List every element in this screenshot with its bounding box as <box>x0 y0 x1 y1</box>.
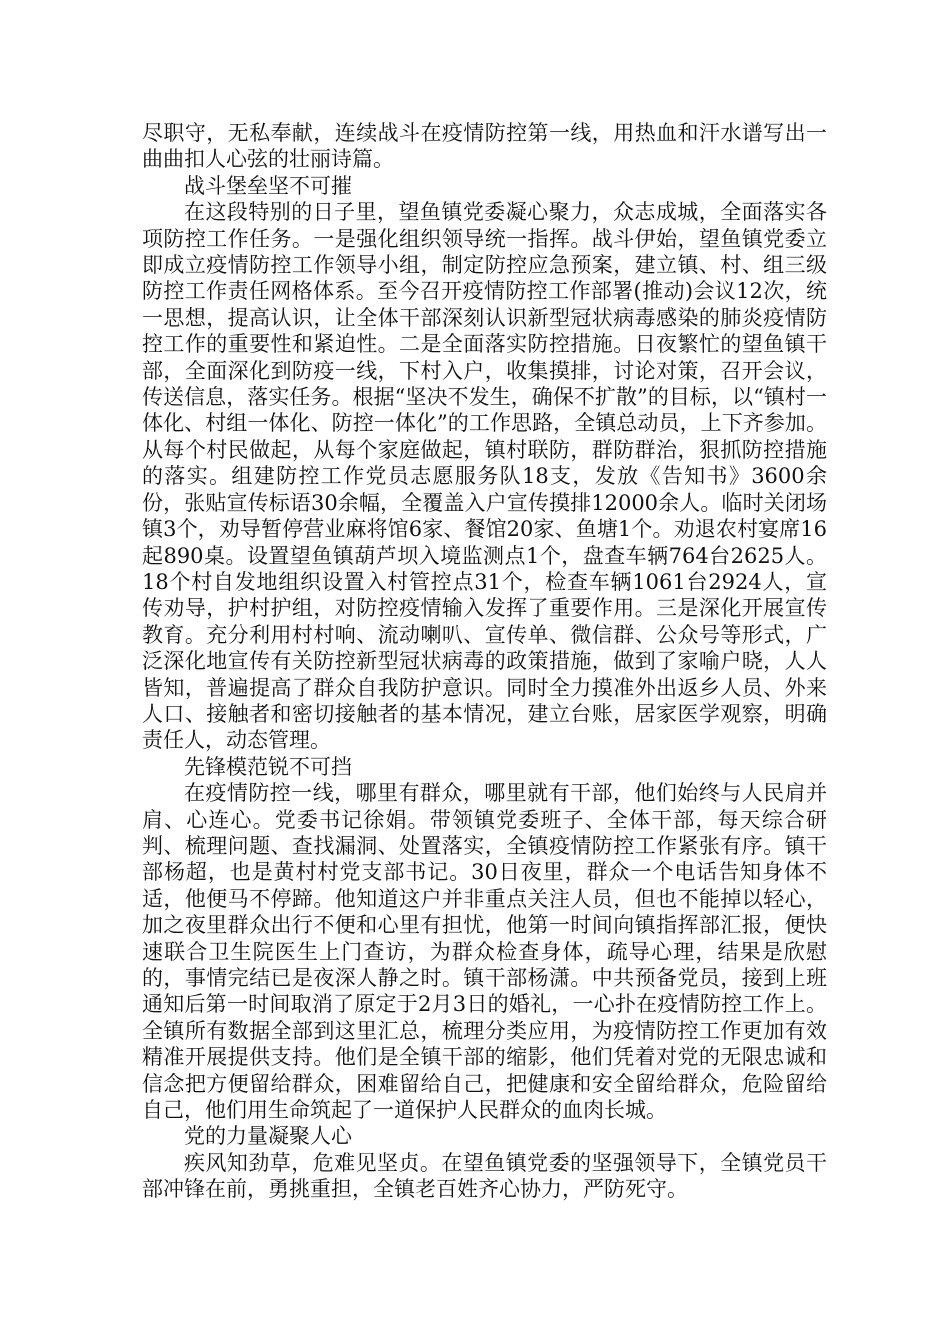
paragraph-party-strength: 疾风知劲草，危难见坚贞。在望鱼镇党委的坚强领导下，全镇党员干部冲锋在前，勇挑重担，全镇老百姓齐心协力，严防死守。 <box>142 1150 827 1202</box>
section-heading-party-strength: 党的力量凝聚人心 <box>184 1124 352 1149</box>
paragraph-vanguard: 在疫情防控一线，哪里有群众，哪里就有干部，他们始终与人民肩并肩、心连心。党委书记徐娟。带领镇党委班子、全体干部，每天综合研判、梳理问题、查找漏洞、处置落实，全镇疫情防控工作紧张有序。镇干部杨超，也是黄村村党支部书记。30日夜里，群众一个电话告知身体不适，他便马不停蹄。他知道这户并非重点关注人员，但也不能掉以轻心，加之夜里群众出行不便和心里有担忧，他第一时间向镇指挥部汇报，便快速联合卫生院医生上门查访，为群众检查身体，疏导心理，结果是欣慰的，事情完结已是夜深人静之时。镇干部杨潇。中共预备党员，接到上班通知后第一时间取消了原定于2月3日的婚礼，一心扑在疫情防控工作上。全镇所有数据全部到这里汇总，梳理分类应用，为疫情防控工作更加有效精准开展提供支持。他们是全镇干部的缩影，他们凭着对党的无限忠诚和信念把方便留给群众，困难留给自己，把健康和安全留给群众，危险留给自己，他们用生命筑起了一道保护人民群众的血肉长城。 <box>142 781 827 1123</box>
paragraph-fortress: 在这段特别的日子里，望鱼镇党委凝心聚力，众志成城，全面落实各项防控工作任务。一是强化组织领导统一指挥。战斗伊始，望鱼镇党委立即成立疫情防控工作领导小组，制定防控应急预案，建立镇、村、组三级防控工作责任网格体系。至今召开疫情防控工作部署(推动)会议12次，统一思想，提高认识，让全体干部深刻认识新型冠状病毒感染的肺炎疫情防控工作的重要性和紧迫性。二是全面落实防控措施。日夜繁忙的望鱼镇干部，全面深化到防疫一线，下村入户，收集摸排，讨论对策，召开会议，传送信息，落实任务。根据“坚决不发生，确保不扩散”的目标，以“镇村一体化、村组一体化、防控一体化”的工作思路，全镇总动员，上下齐参加。从每个村民做起，从每个家庭做起，镇村联防，群防群治，狠抓防控措施的落实。组建防控工作党员志愿服务队18支，发放《告知书》3600余份，张贴宣传标语30余幅，全覆盖入户宣传摸排12000余人。临时关闭场镇3个，劝导暂停营业麻将馆6家、餐馆20家、鱼塘1个。劝退农村宴席16起890桌。设置望鱼镇葫芦坝入境监测点1个，盘查车辆764台2625人。18个村自发地组织设置入村管控点31个，检查车辆1061台2924人，宣传劝导，护村护组，对防控疫情输入发挥了重要作用。三是深化开展宣传教育。充分利用村村响、流动喇叭、宣传单、微信群、公众号等形式，广泛深化地宣传有关防控新型冠状病毒的政策措施，做到了家喻户晓，人人皆知，普遍提高了群众自我防护意识。同时全力摸准外出返乡人员、外来人口、接触者和密切接触者的基本情况，建立台账，居家医学观察，明确责任人，动态管理。 <box>142 200 827 753</box>
section-heading-vanguard: 先锋模范锐不可挡 <box>184 754 352 779</box>
section-heading-fortress: 战斗堡垒坚不可摧 <box>184 173 352 198</box>
document-body <box>142 120 827 1203</box>
paragraph-continuation: 尽职守，无私奉献，连续战斗在疫情防控第一线，用热血和汗水谱写出一曲曲扣人心弦的壮丽诗篇。 <box>142 121 827 172</box>
